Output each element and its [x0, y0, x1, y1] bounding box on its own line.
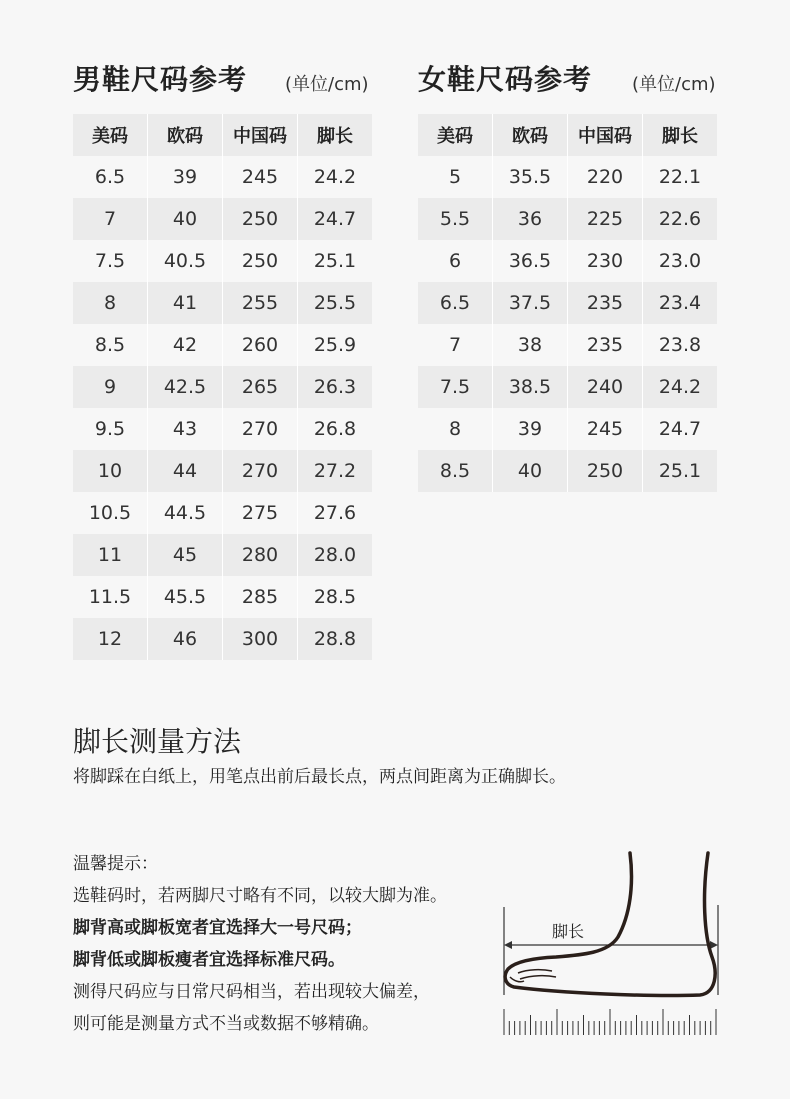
toe-detail	[520, 976, 556, 979]
measure-method-text: 将脚踩在白纸上，用笔点出前后最长点，两点间距离为正确脚长。	[73, 767, 566, 787]
table-row	[73, 534, 372, 576]
column-header: 脚长	[643, 114, 717, 156]
table-row	[418, 282, 717, 324]
table-cell: 44.5	[148, 492, 223, 534]
table-cell: 225	[568, 198, 643, 240]
table-cell: 27.2	[298, 450, 372, 492]
table-cell: 42	[148, 324, 223, 366]
table-cell: 27.6	[298, 492, 372, 534]
table-cell: 250	[223, 240, 298, 282]
table-row	[73, 492, 372, 534]
toe-detail	[518, 970, 552, 973]
table-cell: 270	[223, 408, 298, 450]
men-size-table	[73, 114, 372, 660]
table-cell: 245	[568, 408, 643, 450]
arrow-head-right	[710, 941, 718, 949]
men-unit-label: (单位/cm)	[285, 74, 369, 95]
table-cell: 38	[493, 324, 568, 366]
table-row	[418, 156, 717, 198]
table-cell: 7.5	[73, 240, 148, 282]
foot-outline	[505, 853, 715, 996]
table-cell: 23.4	[643, 282, 717, 324]
table-cell: 9.5	[73, 408, 148, 450]
table-row	[73, 366, 372, 408]
table-cell: 24.7	[643, 408, 717, 450]
table-cell: 7	[418, 324, 493, 366]
table-cell: 25.9	[298, 324, 372, 366]
table-cell: 25.1	[643, 450, 717, 492]
table-row	[73, 618, 372, 660]
table-cell: 230	[568, 240, 643, 282]
tip-line: 则可能是测量方式不当或数据不够精确。	[73, 1014, 379, 1034]
table-cell: 26.3	[298, 366, 372, 408]
table-cell: 9	[73, 366, 148, 408]
table-cell: 44	[148, 450, 223, 492]
table-row	[73, 324, 372, 366]
table-row	[73, 156, 372, 198]
tips-block	[73, 848, 447, 1040]
table-cell: 37.5	[493, 282, 568, 324]
column-header: 中国码	[568, 114, 643, 156]
table-row	[73, 408, 372, 450]
table-cell: 45	[148, 534, 223, 576]
measure-method-title: 脚长测量方法	[73, 725, 242, 758]
table-cell: 43	[148, 408, 223, 450]
table-cell: 22.6	[643, 198, 717, 240]
table-cell: 260	[223, 324, 298, 366]
column-header: 欧码	[148, 114, 223, 156]
table-header-row	[73, 114, 372, 156]
table-cell: 250	[223, 198, 298, 240]
women-size-table	[418, 114, 717, 492]
column-header: 脚长	[298, 114, 372, 156]
table-cell: 28.8	[298, 618, 372, 660]
table-cell: 12	[73, 618, 148, 660]
table-cell: 39	[493, 408, 568, 450]
column-header: 欧码	[493, 114, 568, 156]
table-row	[418, 408, 717, 450]
table-cell: 285	[223, 576, 298, 618]
table-cell: 25.1	[298, 240, 372, 282]
table-cell: 255	[223, 282, 298, 324]
men-size-title: 男鞋尺码参考	[73, 63, 248, 96]
table-cell: 39	[148, 156, 223, 198]
column-header: 美码	[418, 114, 493, 156]
table-row	[418, 450, 717, 492]
table-cell: 42.5	[148, 366, 223, 408]
table-cell: 280	[223, 534, 298, 576]
table-cell: 5.5	[418, 198, 493, 240]
table-cell: 7.5	[418, 366, 493, 408]
table-row	[73, 240, 372, 282]
table-row	[418, 366, 717, 408]
table-row	[73, 576, 372, 618]
column-header: 中国码	[223, 114, 298, 156]
table-cell: 6.5	[418, 282, 493, 324]
table-cell: 22.1	[643, 156, 717, 198]
table-cell: 7	[73, 198, 148, 240]
arrow-head-left	[504, 941, 512, 949]
table-cell: 28.0	[298, 534, 372, 576]
table-row	[418, 240, 717, 282]
foot-measure-diagram	[490, 845, 730, 1045]
table-cell: 5	[418, 156, 493, 198]
table-cell: 6.5	[73, 156, 148, 198]
tip-line: 脚背低或脚板瘦者宜选择标准尺码。	[73, 950, 345, 970]
tip-line: 脚背高或脚板宽者宜选择大一号尺码；	[73, 918, 362, 938]
table-cell: 25.5	[298, 282, 372, 324]
table-cell: 38.5	[493, 366, 568, 408]
table-cell: 23.8	[643, 324, 717, 366]
table-cell: 8.5	[418, 450, 493, 492]
table-cell: 40	[493, 450, 568, 492]
table-cell: 45.5	[148, 576, 223, 618]
table-header-row	[418, 114, 717, 156]
table-cell: 36	[493, 198, 568, 240]
table-cell: 8	[418, 408, 493, 450]
ruler	[504, 1009, 716, 1035]
table-cell: 23.0	[643, 240, 717, 282]
table-cell: 46	[148, 618, 223, 660]
table-cell: 275	[223, 492, 298, 534]
table-cell: 300	[223, 618, 298, 660]
table-row	[73, 450, 372, 492]
table-cell: 41	[148, 282, 223, 324]
table-row	[73, 282, 372, 324]
table-cell: 8.5	[73, 324, 148, 366]
table-cell: 235	[568, 282, 643, 324]
table-cell: 28.5	[298, 576, 372, 618]
table-cell: 10.5	[73, 492, 148, 534]
table-row	[73, 198, 372, 240]
table-cell: 265	[223, 366, 298, 408]
table-cell: 35.5	[493, 156, 568, 198]
table-cell: 11.5	[73, 576, 148, 618]
tips-title: 温馨提示：	[73, 854, 158, 874]
table-cell: 24.7	[298, 198, 372, 240]
table-row	[418, 324, 717, 366]
foot-length-label: 脚长	[551, 922, 585, 941]
table-cell: 24.2	[298, 156, 372, 198]
table-cell: 245	[223, 156, 298, 198]
table-cell: 26.8	[298, 408, 372, 450]
table-cell: 240	[568, 366, 643, 408]
table-cell: 36.5	[493, 240, 568, 282]
table-cell: 24.2	[643, 366, 717, 408]
table-cell: 40.5	[148, 240, 223, 282]
table-cell: 270	[223, 450, 298, 492]
women-unit-label: (单位/cm)	[632, 74, 716, 95]
table-cell: 220	[568, 156, 643, 198]
column-header: 美码	[73, 114, 148, 156]
table-cell: 6	[418, 240, 493, 282]
table-cell: 11	[73, 534, 148, 576]
tip-line: 测得尺码应与日常尺码相当，若出现较大偏差，	[73, 982, 430, 1002]
women-size-title: 女鞋尺码参考	[418, 63, 593, 96]
table-cell: 235	[568, 324, 643, 366]
table-cell: 10	[73, 450, 148, 492]
table-cell: 250	[568, 450, 643, 492]
table-cell: 40	[148, 198, 223, 240]
table-cell: 8	[73, 282, 148, 324]
tip-line: 选鞋码时，若两脚尺寸略有不同，以较大脚为准。	[73, 886, 447, 906]
table-row	[418, 198, 717, 240]
